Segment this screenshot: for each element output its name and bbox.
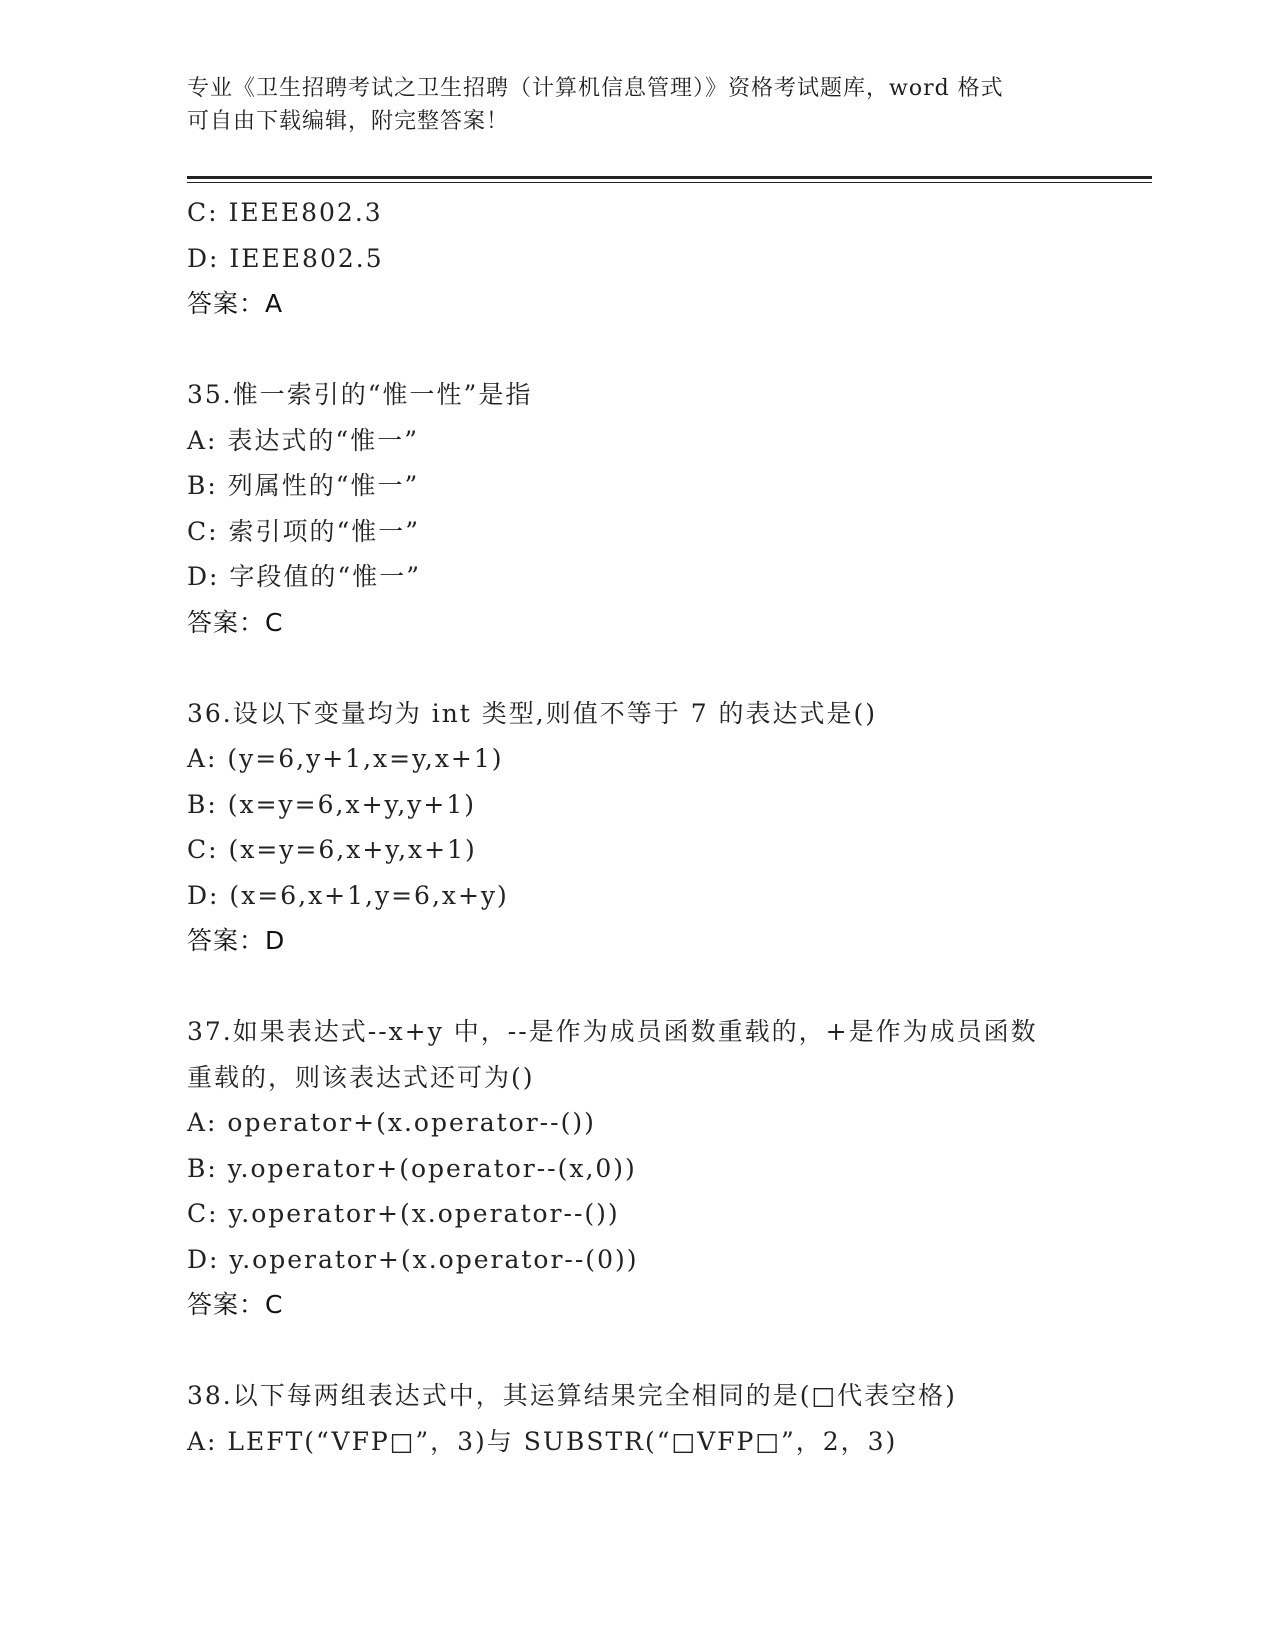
spacer	[187, 327, 1147, 373]
spacer	[187, 1328, 1147, 1374]
option-a: A: (y=6,y+1,x=y,x+1)	[187, 744, 504, 773]
option-b: B: 列属性的“惟一”	[187, 471, 420, 500]
question-36-text: 36.设以下变量均为 int 类型,则值不等于 7 的表达式是()	[187, 698, 878, 728]
option-d: D: y.operator+(x.operator--(0))	[187, 1244, 639, 1274]
answer-line: 答案：D	[187, 926, 286, 955]
question-37-text-line-1: 37.如果表达式--x+y 中，--是作为成员函数重载的，+是作为成员函数	[187, 1017, 1038, 1046]
question-37-block	[187, 1009, 1147, 1328]
question-37-text-line-2: 重载的，则该表达式还可为()	[187, 1062, 535, 1092]
header-line-2: 可自由下载编辑，附完整答案！	[187, 109, 510, 134]
question-content	[187, 190, 1147, 1464]
header-line-1: 专业《卫生招聘考试之卫生招聘（计算机信息管理）》资格考试题库，word 格式	[187, 76, 1004, 101]
option-b: B: (x=y=6,x+y,y+1)	[187, 789, 476, 819]
spacer	[187, 645, 1147, 691]
option-d: D: 字段值的“惟一”	[187, 562, 421, 591]
spacer	[187, 964, 1147, 1010]
header-divider-thin	[187, 182, 1152, 183]
option-d: D: (x=6,x+1,y=6,x+y)	[187, 880, 509, 910]
option-a: A: operator+(x.operator--())	[187, 1108, 596, 1137]
question-36-block	[187, 691, 1147, 964]
option-c: C: IEEE802.3	[187, 198, 383, 227]
answer-line: 答案：A	[187, 289, 284, 318]
option-b: B: y.operator+(operator--(x,0))	[187, 1153, 637, 1183]
question-38-block	[187, 1373, 1147, 1464]
option-c: C: 索引项的“惟一”	[187, 516, 421, 546]
question-35-block	[187, 372, 1147, 645]
answer-line: 答案：C	[187, 1290, 284, 1319]
option-d: D: IEEE802.5	[187, 243, 384, 273]
option-c: C: y.operator+(x.operator--())	[187, 1199, 620, 1228]
question-35-text: 35.惟一索引的“惟一性”是指	[187, 380, 533, 409]
question-38-text: 38.以下每两组表达式中，其运算结果完全相同的是(□代表空格)	[187, 1381, 957, 1410]
option-c: C: (x=y=6,x+y,x+1)	[187, 835, 477, 864]
option-a: A: 表达式的“惟一”	[187, 425, 419, 455]
option-a: A: LEFT(“VFP□”，3)与 SUBSTR(“□VFP□”，2，3)	[187, 1426, 898, 1456]
answer-line: 答案：C	[187, 607, 284, 637]
document-header	[187, 72, 1087, 138]
header-divider-thick	[187, 176, 1152, 179]
prev-question-block	[187, 190, 1147, 327]
